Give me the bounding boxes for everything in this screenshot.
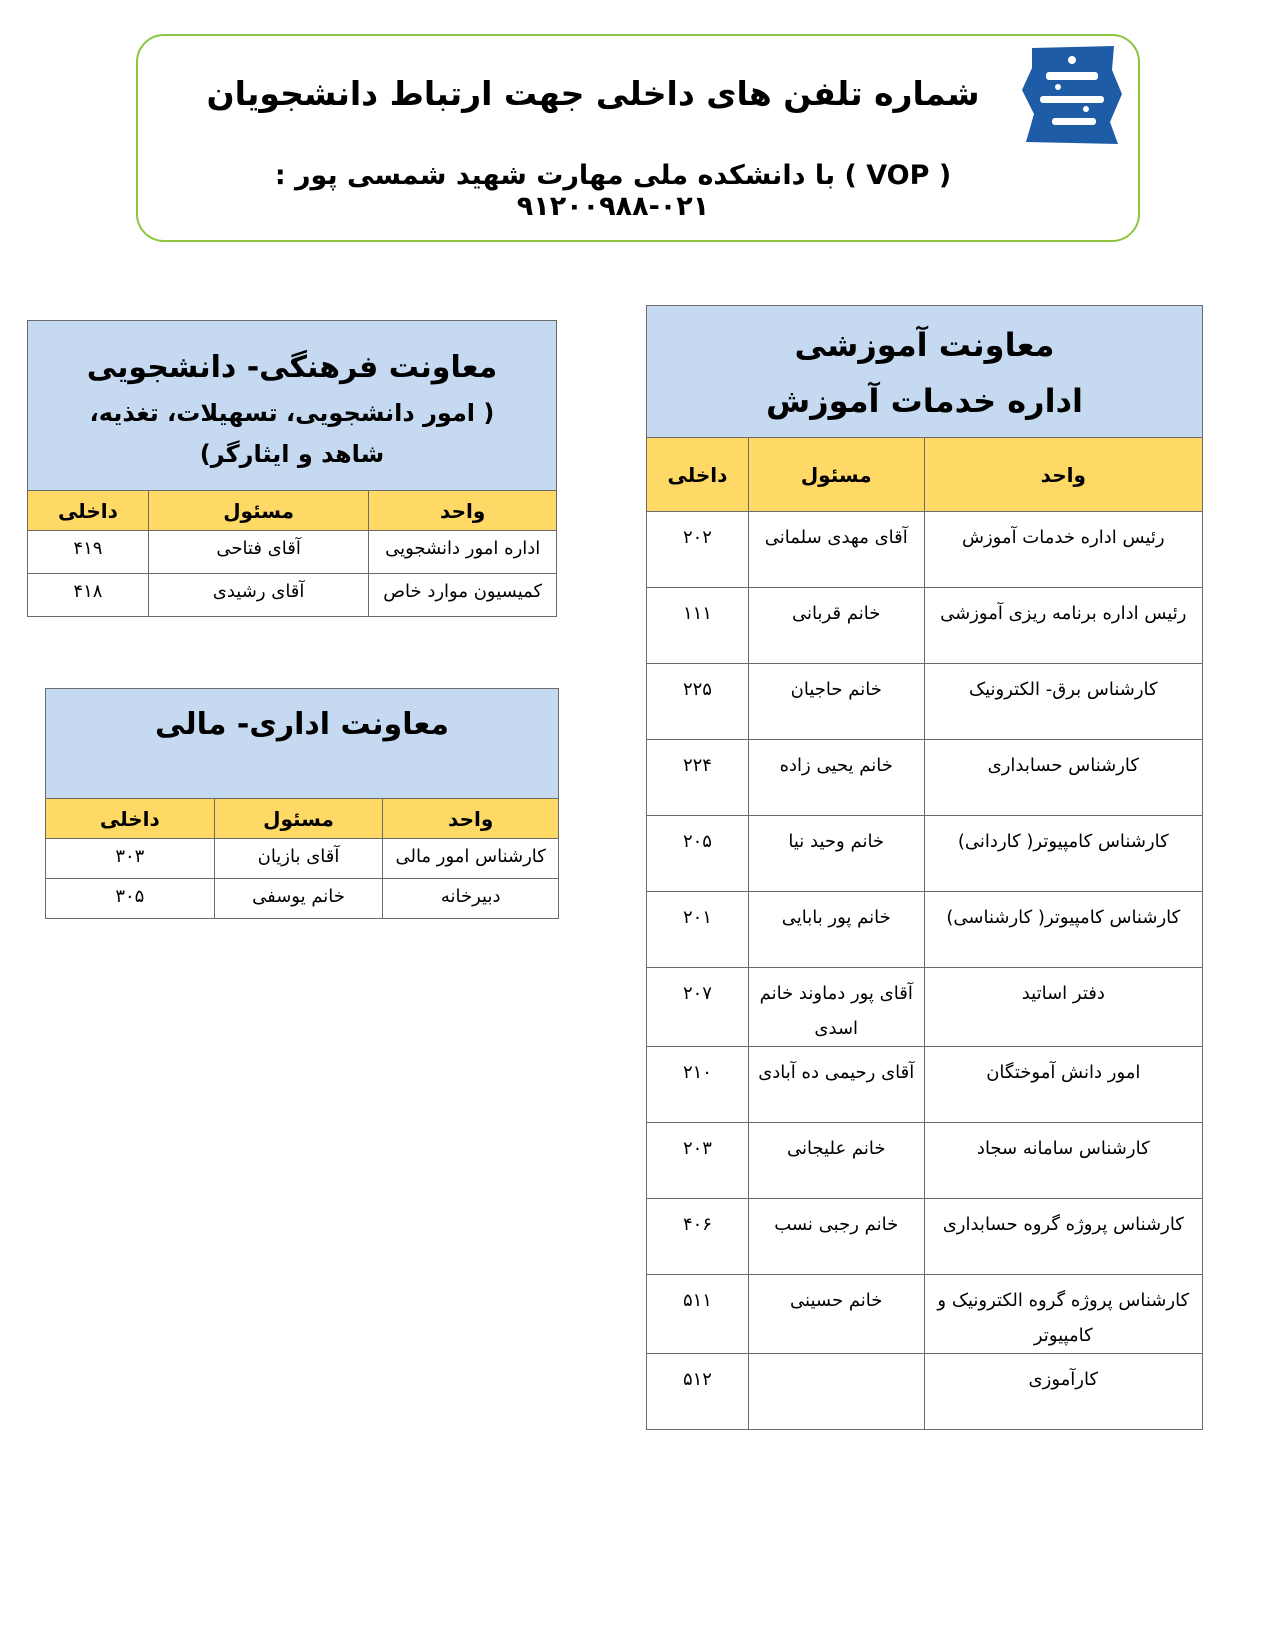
ext-cell: ۴۱۸ [28,574,149,617]
table-row [647,816,1203,892]
column-header-responsible: مسئول [748,438,924,512]
table-row [647,740,1203,816]
unit-cell: کمیسیون موارد خاص [369,574,557,617]
column-header-unit: واحد [383,799,559,839]
table-row [647,968,1203,1047]
unit-cell: کارشناس برق- الکترونیک [924,664,1202,740]
responsible-cell: آقای فتاحی [148,531,369,574]
unit-cell: رئیس اداره برنامه ریزی آموزشی [924,588,1202,664]
responsible-cell: آقای مهدی سلمانی [748,512,924,588]
unit-cell: دبیرخانه [383,879,559,919]
page-title: شماره تلفن های داخلی جهت ارتباط دانشجویان [206,74,980,113]
header-box [136,34,1140,242]
ext-cell: ۲۲۵ [647,664,749,740]
ext-cell: ۲۱۰ [647,1047,749,1123]
unit-cell: کارشناس کامپیوتر( کارشناسی) [924,892,1202,968]
student-section-title [28,321,557,491]
educational-title-line1: معاونت آموزشی [794,325,1055,364]
table-row [647,1199,1203,1275]
unit-cell: رئیس اداره خدمات آموزش [924,512,1202,588]
unit-cell: کارشناس پروژه گروه حسابداری [924,1199,1202,1275]
ext-cell: ۲۲۴ [647,740,749,816]
responsible-cell: خانم پور بابایی [748,892,924,968]
responsible-cell: خانم حسینی [748,1275,924,1354]
unit-cell: کارشناس پروژه گروه الکترونیک و کامپیوتر [924,1275,1202,1354]
student-title-line1: معاونت فرهنگی- دانشجویی [86,350,498,386]
column-header-ext: داخلی [647,438,749,512]
ext-cell: ۴۰۶ [647,1199,749,1275]
table-row [647,588,1203,664]
ext-cell: ۵۱۱ [647,1275,749,1354]
responsible-cell [748,1354,924,1430]
educational-deputy-table [646,305,1203,1430]
responsible-cell: خانم قربانی [748,588,924,664]
unit-cell: اداره امور دانشجویی [369,531,557,574]
table-row [647,1275,1203,1354]
unit-cell: کارآموزی [924,1354,1202,1430]
ext-cell: ۳۰۳ [46,839,215,879]
ext-cell: ۱۱۱ [647,588,749,664]
educational-section-title [647,306,1203,438]
ext-cell: ۵۱۲ [647,1354,749,1430]
table-row [647,1123,1203,1199]
table-row [647,1354,1203,1430]
table-row [28,574,557,617]
table-row [46,879,559,919]
unit-cell: امور دانش آموختگان [924,1047,1202,1123]
column-header-unit: واحد [924,438,1202,512]
unit-cell: دفتر اساتید [924,968,1202,1047]
responsible-cell: خانم حاجیان [748,664,924,740]
admin-section-title: معاونت اداری- مالی [46,689,559,799]
responsible-cell: خانم یحیی زاده [748,740,924,816]
unit-cell: کارشناس کامپیوتر( کاردانی) [924,816,1202,892]
table-row [647,892,1203,968]
ext-cell: ۲۰۷ [647,968,749,1047]
responsible-cell: آقای رشیدی [148,574,369,617]
unit-cell: کارشناس حسابداری [924,740,1202,816]
table-row [28,531,557,574]
responsible-cell: خانم علیجانی [748,1123,924,1199]
table-row [647,512,1203,588]
ext-cell: ۲۰۵ [647,816,749,892]
responsible-cell: خانم رجبی نسب [748,1199,924,1275]
ext-cell: ۲۰۳ [647,1123,749,1199]
unit-cell: کارشناس سامانه سجاد [924,1123,1202,1199]
table-row [647,664,1203,740]
column-header-responsible: مسئول [214,799,383,839]
student-deputy-table [27,320,557,617]
table-row [46,839,559,879]
column-header-unit: واحد [369,491,557,531]
responsible-cell: خانم یوسفی [214,879,383,919]
ext-cell: ۲۰۲ [647,512,749,588]
ext-cell: ۲۰۱ [647,892,749,968]
responsible-cell: آقای پور دماوند خانم اسدی [748,968,924,1047]
ext-cell: ۳۰۵ [46,879,215,919]
unit-cell: کارشناس امور مالی [383,839,559,879]
table-row [647,1047,1203,1123]
admin-deputy-table [45,688,559,919]
student-title-line2: ( امور دانشجویی، تسهیلات، تغذیه، شاهد و ایثارگر) [89,399,495,468]
responsible-cell: آقای بازیان [214,839,383,879]
column-header-ext: داخلی [46,799,215,839]
responsible-cell: آقای رحیمی ده آبادی [748,1047,924,1123]
column-header-responsible: مسئول [148,491,369,531]
vop-phone-line: ( VOP ) با دانشکده ملی مهارت شهید شمسی پور : ۰۲۱-۹۱۲۰۰۹۸۸ [274,160,952,222]
responsible-cell: خانم وحید نیا [748,816,924,892]
educational-title-line2: اداره خدمات آموزش [766,381,1083,420]
ext-cell: ۴۱۹ [28,531,149,574]
column-header-ext: داخلی [28,491,149,531]
